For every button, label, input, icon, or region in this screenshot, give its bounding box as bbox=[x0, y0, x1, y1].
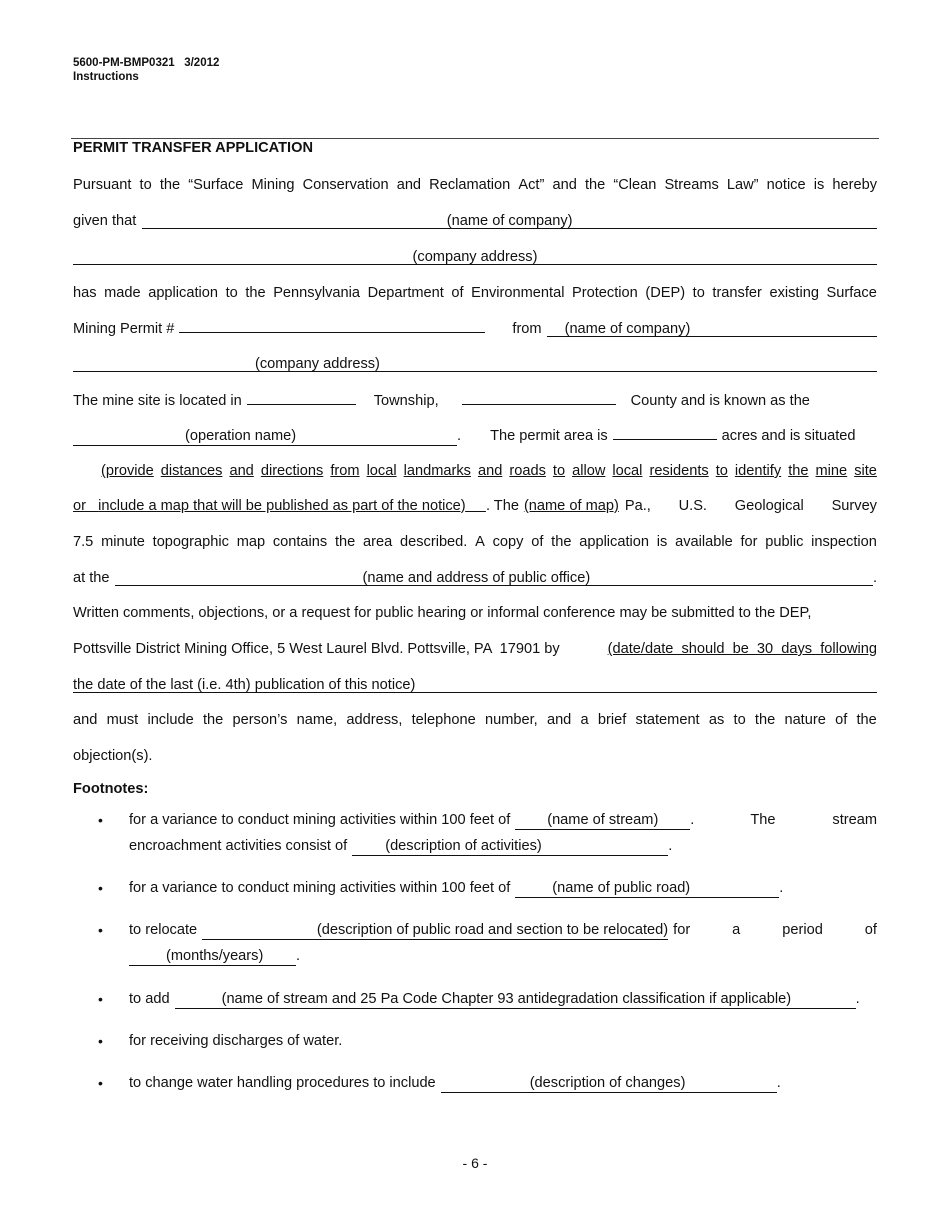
stream-name-field[interactable] bbox=[515, 811, 690, 830]
word: has bbox=[73, 285, 97, 301]
acres-label: acres and is situated bbox=[721, 428, 856, 444]
public-office-placeholder: (name and address of public office) bbox=[362, 570, 591, 586]
word: copy bbox=[492, 534, 524, 550]
word: stream bbox=[832, 812, 877, 828]
footnote-6-text: to change water handling procedures to include bbox=[129, 1075, 436, 1091]
stream-name-placeholder: (name of stream) bbox=[547, 812, 659, 828]
date-placeholder-1[interactable]: (date/date should be 30 days following bbox=[607, 641, 877, 657]
word: Mining bbox=[251, 177, 295, 193]
word: Pursuant bbox=[73, 177, 132, 193]
word: brief bbox=[597, 712, 627, 728]
notice-line-1 bbox=[73, 175, 877, 195]
bullet-4: • bbox=[98, 991, 103, 1007]
word: “Clean bbox=[613, 177, 657, 193]
footnote-1-text: for a variance to conduct mining activities within 100 feet of bbox=[129, 812, 511, 828]
word: of bbox=[451, 285, 464, 301]
word: mine bbox=[815, 463, 848, 479]
footnote-2-text: for a variance to conduct mining activities within 100 feet of bbox=[129, 880, 511, 896]
period-6: . bbox=[296, 948, 301, 964]
footnote-4-text: to add bbox=[129, 991, 170, 1007]
word: transfer bbox=[712, 285, 762, 301]
word: and bbox=[396, 177, 422, 193]
from-address-field[interactable] bbox=[73, 354, 877, 372]
public-road-field[interactable] bbox=[515, 879, 779, 898]
notice-line-given-that bbox=[73, 211, 877, 231]
word: to bbox=[552, 463, 566, 479]
word: a bbox=[580, 712, 589, 728]
footnote-1-text-2: encroachment activities consist of bbox=[129, 838, 348, 854]
activities-field[interactable] bbox=[352, 837, 668, 856]
footnote-3-text: to relocate bbox=[129, 922, 198, 938]
word: telephone bbox=[411, 712, 476, 728]
bullet-3: • bbox=[98, 922, 103, 938]
distances-placeholder[interactable] bbox=[73, 461, 877, 481]
page-number: - 6 - bbox=[462, 1155, 488, 1171]
word: roads bbox=[509, 463, 546, 479]
from-company-placeholder: (name of company) bbox=[564, 321, 691, 337]
at-the-label: at the bbox=[73, 570, 110, 586]
word: person’s bbox=[232, 712, 288, 728]
word: the bbox=[856, 712, 877, 728]
word: the bbox=[245, 285, 266, 301]
period-5: . bbox=[779, 880, 784, 896]
word: described. bbox=[400, 534, 468, 550]
footnote-1-line-1 bbox=[129, 810, 877, 830]
word: Act” bbox=[518, 177, 545, 193]
form-section: Instructions bbox=[73, 71, 139, 83]
word: of bbox=[864, 922, 877, 938]
activities-placeholder: (description of activities) bbox=[385, 838, 542, 854]
word: and bbox=[552, 177, 577, 193]
word: number, bbox=[484, 712, 538, 728]
word: available bbox=[675, 534, 733, 550]
changes-placeholder: (description of changes) bbox=[529, 1075, 686, 1091]
word: must bbox=[106, 712, 139, 728]
word: address, bbox=[346, 712, 403, 728]
period-4: . bbox=[668, 838, 673, 854]
word: the bbox=[551, 534, 572, 550]
permit-number-field[interactable] bbox=[179, 318, 485, 333]
form-id: 5600-PM-BMP0321 3/2012 bbox=[73, 57, 220, 69]
word: include bbox=[147, 712, 194, 728]
bullet-5: • bbox=[98, 1033, 103, 1049]
notice-line-map bbox=[73, 496, 877, 516]
word: nature bbox=[784, 712, 826, 728]
word: directions bbox=[260, 463, 324, 479]
footnote-3-line-2 bbox=[129, 946, 877, 966]
county-label: County and is known as the bbox=[630, 393, 810, 409]
word: of bbox=[835, 712, 848, 728]
word: allow bbox=[572, 463, 606, 479]
word: the bbox=[754, 712, 776, 728]
word: minute bbox=[101, 534, 145, 550]
word: (DEP) bbox=[645, 285, 686, 301]
word: Reclamation bbox=[429, 177, 511, 193]
bullet-1: • bbox=[98, 812, 103, 828]
name-of-map-placeholder[interactable]: (name of map) bbox=[523, 498, 619, 514]
notice-line-objections: objection(s). bbox=[73, 748, 153, 764]
date-placeholder-2[interactable]: the date of the last (i.e. 4th) publication of this notice) bbox=[73, 675, 877, 693]
word: application bbox=[148, 285, 218, 301]
usgs-label bbox=[625, 496, 877, 516]
word: map bbox=[236, 534, 266, 550]
given-that-label: given that bbox=[73, 213, 137, 229]
public-road-placeholder: (name of public road) bbox=[552, 880, 691, 896]
relocate-description-field[interactable] bbox=[202, 921, 668, 940]
word: inspection bbox=[811, 534, 877, 550]
from-company-field[interactable] bbox=[547, 319, 877, 337]
word: Pa., bbox=[624, 498, 651, 514]
word: for bbox=[673, 922, 691, 938]
notice-line-from-address bbox=[73, 354, 877, 374]
word: Streams bbox=[664, 177, 719, 193]
notice-line-location bbox=[73, 390, 877, 410]
notice-line-topo bbox=[73, 532, 877, 552]
word: (provide bbox=[101, 463, 154, 479]
word: Surface bbox=[826, 285, 877, 301]
footnote-1-stream-label bbox=[694, 810, 877, 830]
word: to bbox=[139, 177, 152, 193]
mining-permit-label: Mining Permit # bbox=[73, 321, 175, 337]
footnote-1-line-2 bbox=[129, 836, 877, 856]
word: to bbox=[715, 463, 728, 479]
word: Conservation bbox=[302, 177, 389, 193]
word: contains bbox=[272, 534, 328, 550]
notice-line-company-address bbox=[73, 247, 877, 267]
public-office-field[interactable] bbox=[115, 568, 873, 586]
word: and bbox=[73, 712, 98, 728]
period-7: . bbox=[855, 991, 860, 1007]
word: the bbox=[584, 177, 606, 193]
word: as bbox=[708, 712, 725, 728]
word: made bbox=[104, 285, 141, 301]
located-in-label: The mine site is located in bbox=[73, 393, 242, 409]
word: The bbox=[750, 812, 776, 828]
stream-classification-placeholder: (name of stream and 25 Pa Code Chapter 93 antidegradation classification if applicable) bbox=[221, 991, 792, 1007]
notice-line-permit bbox=[73, 318, 877, 338]
word: the bbox=[788, 463, 809, 479]
word: notice bbox=[766, 177, 806, 193]
notice-line-pottsville bbox=[73, 639, 877, 659]
word: the bbox=[159, 177, 181, 193]
footnote-4-line bbox=[129, 989, 877, 1009]
word: Survey bbox=[831, 498, 877, 514]
acres-field[interactable] bbox=[613, 425, 717, 440]
word: identify bbox=[734, 463, 782, 479]
county-field[interactable] bbox=[462, 390, 616, 405]
page-title: PERMIT TRANSFER APPLICATION bbox=[73, 140, 313, 156]
word: existing bbox=[769, 285, 819, 301]
word: residents bbox=[649, 463, 709, 479]
word: Law” bbox=[726, 177, 759, 193]
word: statement bbox=[635, 712, 700, 728]
changes-field[interactable] bbox=[441, 1074, 777, 1093]
township-label: Township, bbox=[373, 393, 439, 409]
company-address-field[interactable]: (company address) bbox=[73, 247, 877, 265]
word: distances bbox=[160, 463, 223, 479]
period-1: . bbox=[457, 428, 462, 444]
from-label: from bbox=[512, 321, 542, 337]
notice-line-4 bbox=[73, 283, 877, 303]
word: Pennsylvania bbox=[273, 285, 360, 301]
bullet-6: • bbox=[98, 1075, 103, 1091]
word: is bbox=[813, 177, 825, 193]
word: to bbox=[733, 712, 746, 728]
word: 7.5 bbox=[73, 534, 94, 550]
pottsville-text: Pottsville District Mining Office, 5 West Laurel Blvd. Pottsville, PA 17901 by bbox=[73, 641, 560, 657]
word: site bbox=[854, 463, 877, 479]
township-field[interactable] bbox=[247, 390, 356, 405]
word: Geological bbox=[734, 498, 804, 514]
word: application bbox=[579, 534, 649, 550]
word: a bbox=[732, 922, 741, 938]
word: local bbox=[366, 463, 397, 479]
word: local bbox=[612, 463, 643, 479]
map-include-placeholder[interactable]: include a map that will be published as part of the notice) bbox=[98, 498, 466, 514]
notice-line-must bbox=[73, 710, 877, 730]
word: period bbox=[782, 922, 823, 938]
word: “Surface bbox=[188, 177, 244, 193]
word: area bbox=[363, 534, 393, 550]
permit-area-label: The permit area is bbox=[490, 428, 608, 444]
word: hereby bbox=[832, 177, 877, 193]
word: and bbox=[477, 463, 503, 479]
word: to bbox=[692, 285, 705, 301]
word: name, bbox=[296, 712, 338, 728]
form-header bbox=[73, 56, 219, 84]
word: landmarks bbox=[403, 463, 471, 479]
stream-classification-field[interactable] bbox=[175, 990, 856, 1009]
relocate-description-placeholder: (description of public road and section to be relocated) bbox=[316, 922, 669, 938]
notice-line-operation bbox=[73, 425, 877, 445]
operation-name-placeholder: (operation name) bbox=[185, 428, 297, 444]
footnote-5-text: for receiving discharges of water. bbox=[129, 1033, 343, 1049]
from-address-placeholder: (company address) bbox=[255, 356, 380, 372]
word: the bbox=[334, 534, 356, 550]
period-2: . bbox=[872, 570, 877, 586]
word: Department bbox=[367, 285, 444, 301]
period-8: . bbox=[776, 1075, 781, 1091]
notice-line-date bbox=[73, 675, 877, 695]
word: the bbox=[202, 712, 224, 728]
footnote-3-line-1 bbox=[129, 920, 877, 940]
word: to bbox=[225, 285, 238, 301]
months-years-field[interactable] bbox=[129, 947, 296, 966]
word: for bbox=[740, 534, 758, 550]
word: Protection bbox=[572, 285, 638, 301]
word: from bbox=[330, 463, 360, 479]
footnote-3-period-label bbox=[668, 920, 877, 940]
word: A bbox=[475, 534, 485, 550]
footnote-2-line bbox=[129, 878, 877, 898]
word: is bbox=[656, 534, 668, 550]
word: Environmental bbox=[471, 285, 565, 301]
word: of bbox=[531, 534, 544, 550]
word: topographic bbox=[152, 534, 229, 550]
notice-line-public-office bbox=[73, 568, 877, 588]
months-years-placeholder: (months/years) bbox=[166, 948, 264, 964]
company-name-field[interactable]: (name of company) bbox=[142, 211, 877, 229]
word: and bbox=[229, 463, 254, 479]
period-3: . bbox=[690, 812, 695, 828]
operation-name-field[interactable] bbox=[73, 427, 457, 446]
header-divider bbox=[71, 138, 879, 139]
notice-line-written: Written comments, objections, or a request for public hearing or informal conference may be submitted to the DEP, bbox=[73, 605, 812, 621]
the-label: . The bbox=[485, 498, 519, 514]
word: U.S. bbox=[678, 498, 707, 514]
footnote-6-line bbox=[129, 1073, 877, 1093]
word: and bbox=[546, 712, 572, 728]
word: public bbox=[765, 534, 804, 550]
bullet-2: • bbox=[98, 880, 103, 896]
footnotes-title: Footnotes: bbox=[73, 781, 149, 797]
map-or-label: or bbox=[73, 498, 86, 514]
